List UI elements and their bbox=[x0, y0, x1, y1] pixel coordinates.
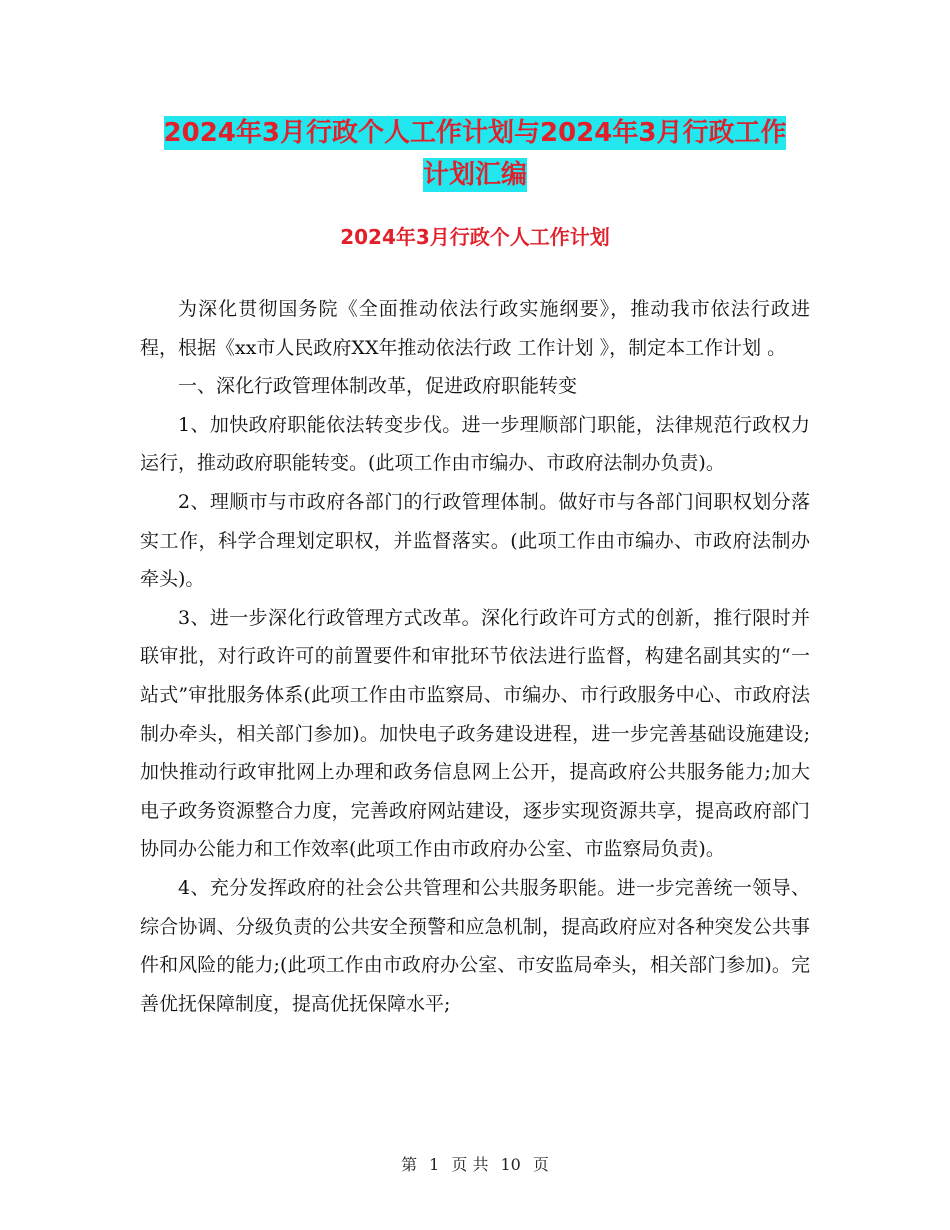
footer-total-pages: 10 bbox=[500, 1155, 521, 1174]
title-line-2: 计划汇编 bbox=[422, 160, 527, 190]
page-footer bbox=[0, 1152, 950, 1175]
footer-mid: 页 共 bbox=[451, 1155, 489, 1174]
document-title bbox=[140, 112, 810, 196]
document-body bbox=[140, 290, 810, 1023]
footer-current-page: 1 bbox=[429, 1155, 440, 1174]
paragraph-heading-1: 一、深化行政管理体制改革，促进政府职能转变 bbox=[178, 375, 578, 398]
footer-prefix: 第 bbox=[401, 1155, 418, 1174]
paragraph-item-3: 3、进一步深化行政管理方式改革。深化行政许可方式的创新，推行限时并联审批，对行政许可的前置要件和审批环节依法进行监督，构建名副其实的“一站式”审批服务体系(此项工作由市监察局、市编办、市行政服务中心、市政府法制办牵头，相关部门参加)。加快电子政务建设进程，进一步完善基础设施建设;加快推动行政审批网上办理和政务信息网上公开，提高政府公共服务能力;加大电子政务资源整合力度，完善政府网站建设，逐步实现资源共享，提高政府部门协同办公能力和工作效率(此项工作由市政府办公室、市监察局负责)。 bbox=[140, 606, 810, 861]
paragraph-item-1: 1、加快政府职能依法转变步伐。进一步理顺部门职能，法律规范行政权力运行，推动政府职能转变。(此项工作由市编办、市政府法制办负责)。 bbox=[140, 413, 810, 475]
paragraph-intro: 为深化贯彻国务院《全面推动依法行政实施纲要》，推动我市依法行政进程，根据《xx市人民政府XX年推动依法行政 工作计划 》，制定本工作计划 。 bbox=[140, 298, 810, 359]
paragraph-item-2: 2、理顺市与市政府各部门的行政管理体制。做好市与各部门间职权划分落实工作，科学合理划定职权，并监督落实。(此项工作由市编办、市政府法制办牵头)。 bbox=[140, 490, 810, 591]
title-line-1: 2024年3月行政个人工作计划与2024年3月行政工作 bbox=[163, 118, 787, 148]
paragraph-item-4: 4、充分发挥政府的社会公共管理和公共服务职能。进一步完善统一领导、综合协调、分级负责的公共安全预警和应急机制，提高政府应对各种突发公共事件和风险的能力;(此项工作由市政府办公室、市安监局牵头，相关部门参加)。完善优抚保障制度，提高优抚保障水平; bbox=[140, 876, 810, 1015]
section-title: 2024年3月行政个人工作计划 bbox=[340, 225, 610, 249]
footer-suffix: 页 bbox=[532, 1155, 549, 1174]
